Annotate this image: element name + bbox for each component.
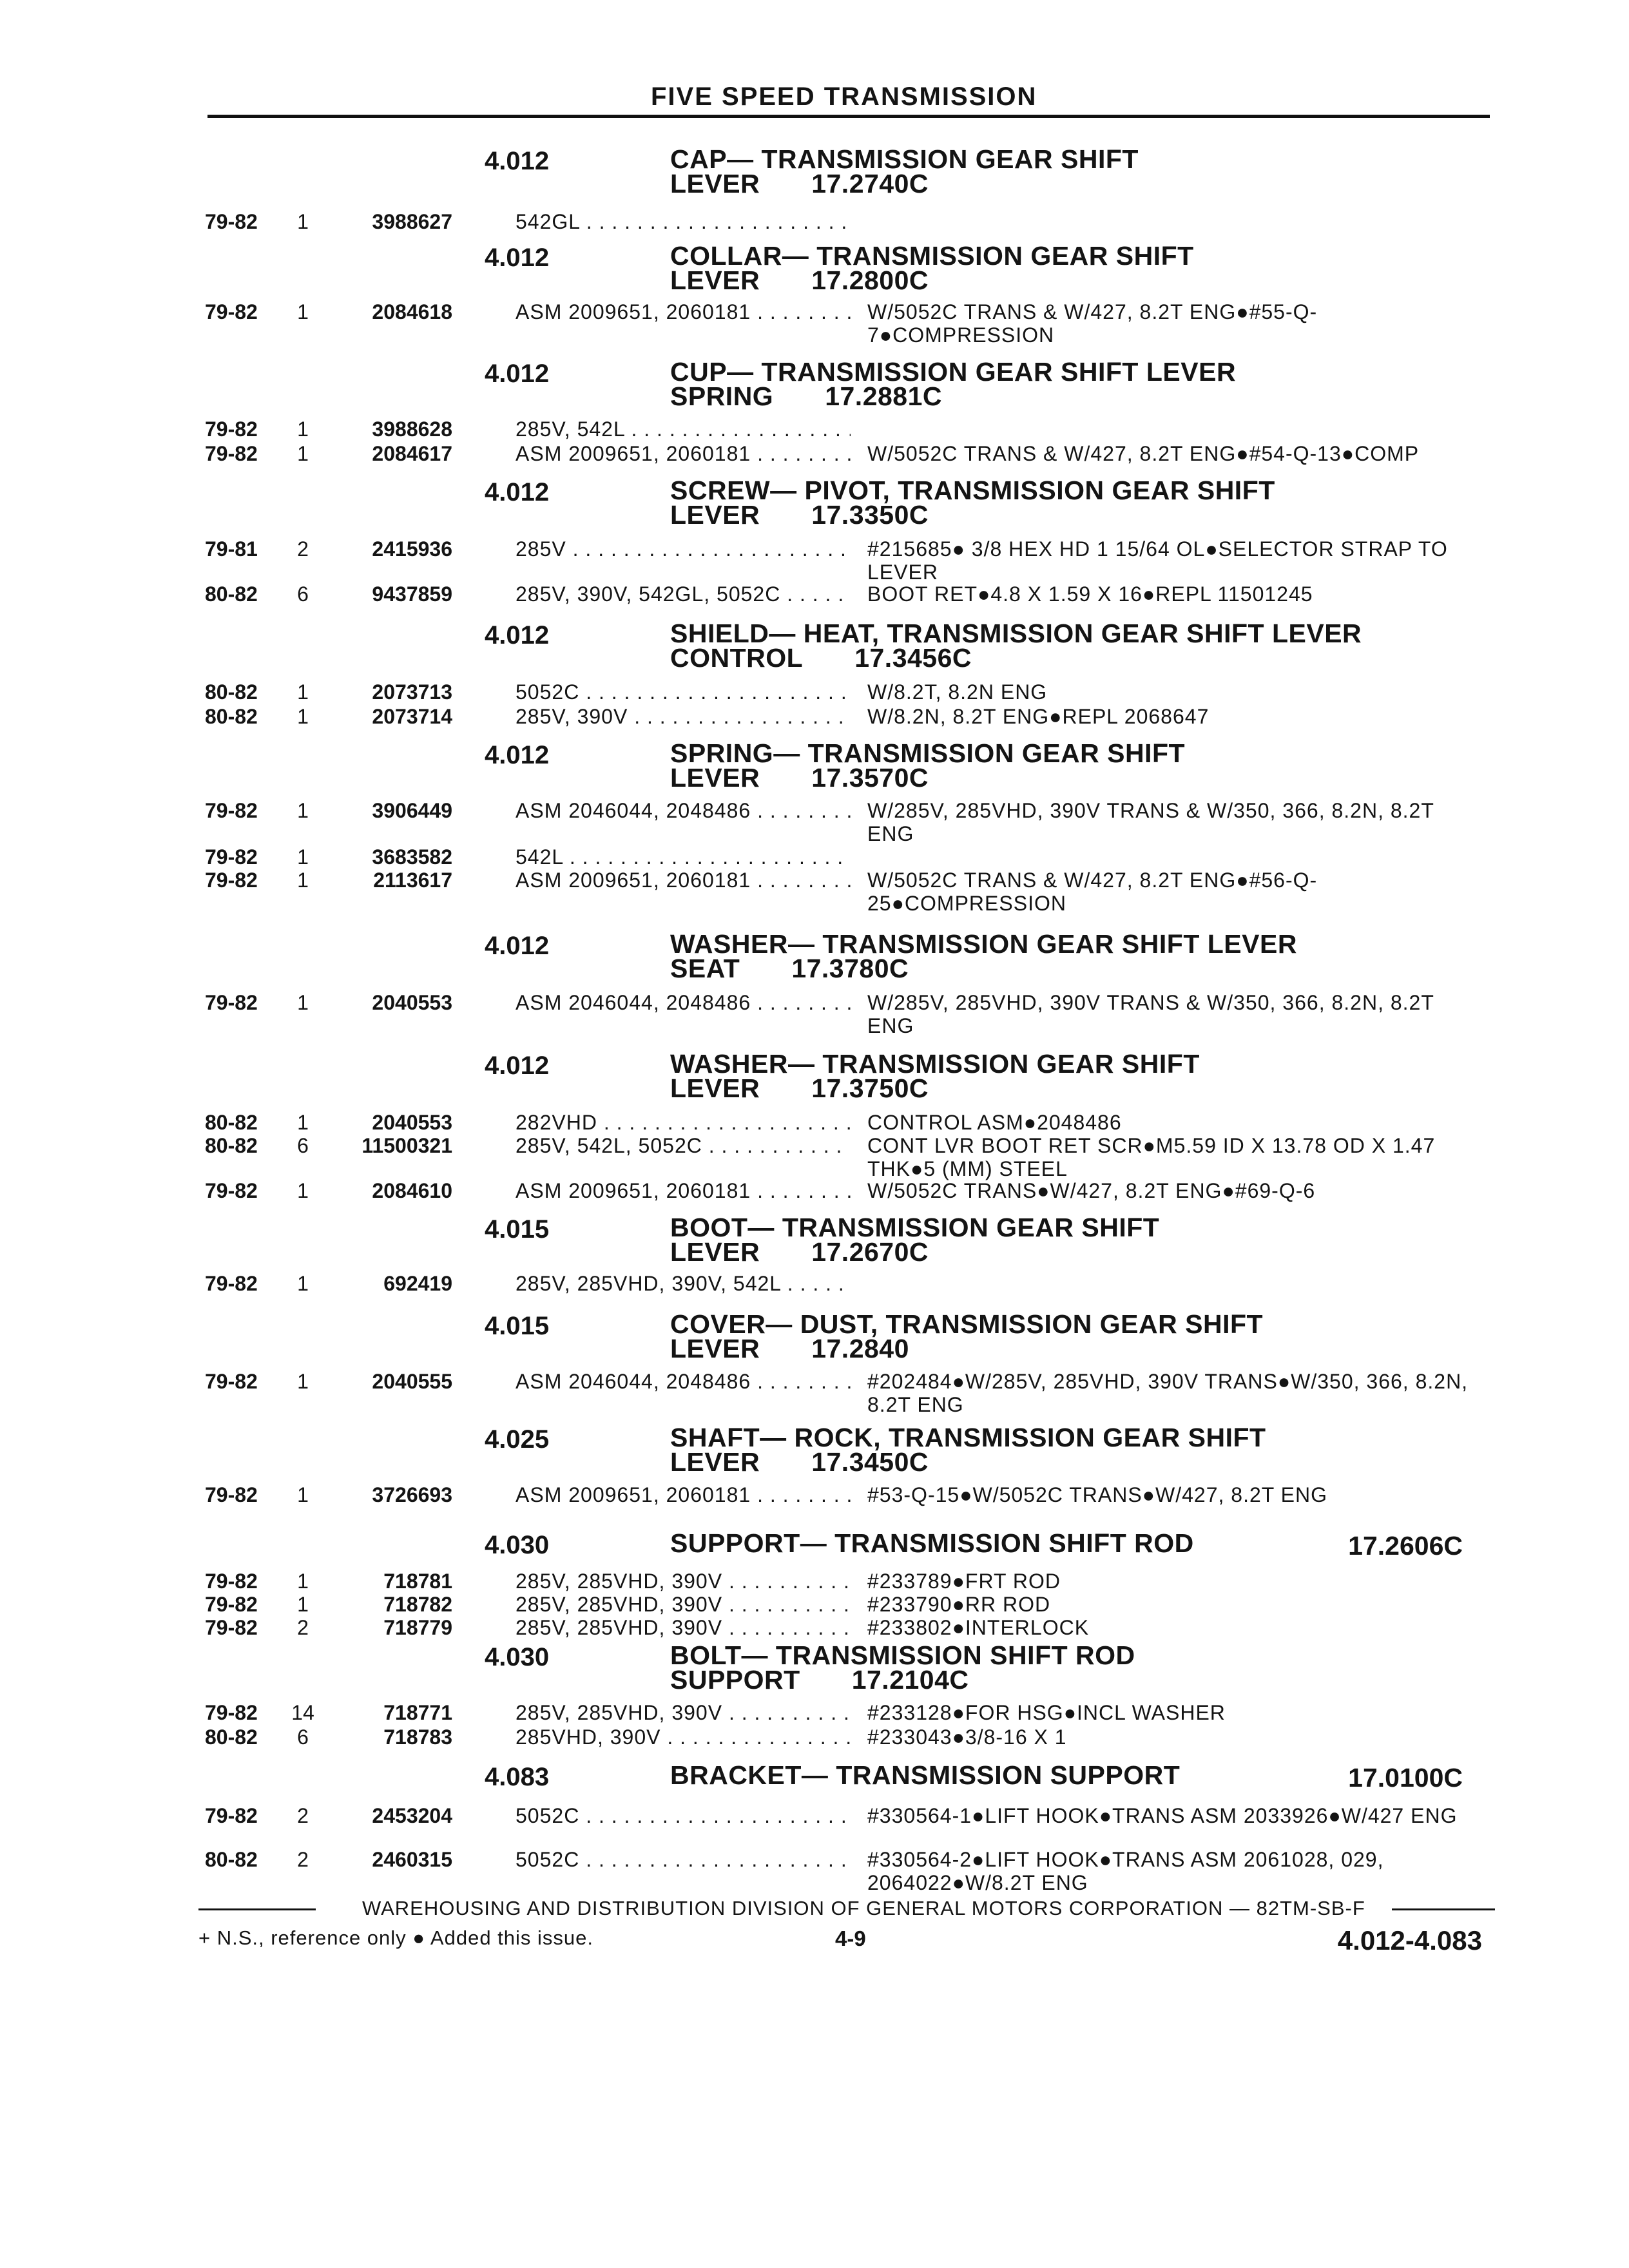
model-years: 79-82 <box>205 210 258 233</box>
section-title <box>670 1528 1194 1558</box>
section-title <box>670 144 1139 198</box>
quantity: 1 <box>297 991 309 1014</box>
model-years: 79-82 <box>205 991 258 1014</box>
model-years: 80-82 <box>205 1848 258 1871</box>
quantity: 2 <box>297 1804 309 1827</box>
section-title <box>670 241 1194 295</box>
quantity: 1 <box>297 869 309 892</box>
section-catalog-number: 17.3750C <box>811 1073 929 1103</box>
model-years: 80-82 <box>205 680 258 704</box>
part-number: 3906449 <box>372 799 452 822</box>
section-code: 4.012 <box>485 932 550 960</box>
part-number: 718779 <box>383 1616 452 1639</box>
footer-rule-right <box>1392 1908 1495 1910</box>
usage-application: 285V, 285VHD, 390V . . . <box>516 1593 851 1616</box>
part-number: 2113617 <box>373 869 452 892</box>
model-years: 80-82 <box>205 1725 258 1749</box>
model-years: 80-82 <box>205 582 258 606</box>
part-description: W/8.2N, 8.2T ENG●REPL 2068647 <box>867 705 1210 728</box>
section-title-line2: LEVER <box>670 763 760 793</box>
usage-application: 282VHD . . . <box>516 1111 851 1134</box>
section-title-line1: CUP— TRANSMISSION GEAR SHIFT LEVER <box>670 357 1237 387</box>
section-title-line2: SUPPORT <box>670 1665 800 1695</box>
usage-application: 285V, 542L . . . <box>516 418 851 441</box>
quantity: 1 <box>297 1593 309 1616</box>
model-years: 79-82 <box>205 442 258 465</box>
usage-application: 542L . . . <box>516 845 851 869</box>
section-title-line2: SPRING <box>670 381 774 411</box>
usage-application: ASM 2046044, 2048486 . . . <box>516 1370 851 1393</box>
part-description: #233790●RR ROD <box>867 1593 1051 1616</box>
part-description: #330564-1●LIFT HOOK●TRANS ASM 2033926●W/427 ENG <box>867 1804 1458 1827</box>
model-years: 79-82 <box>205 1570 258 1593</box>
part-number: 3988628 <box>372 418 452 441</box>
section-title-line1: COVER— DUST, TRANSMISSION GEAR SHIFT <box>670 1309 1264 1339</box>
section-title <box>670 929 1297 983</box>
section-code: 4.030 <box>485 1643 550 1671</box>
part-number: 3683582 <box>372 845 452 869</box>
part-number: 2073714 <box>372 705 452 728</box>
section-title-line2: LEVER <box>670 1447 760 1477</box>
part-description: W/285V, 285VHD, 390V TRANS & W/350, 366, 8.2N, 8.2T ENG <box>867 799 1434 845</box>
part-description: W/5052C TRANS●W/427, 8.2T ENG●#69-Q-6 <box>867 1179 1316 1202</box>
usage-application: ASM 2009651, 2060181 . . . <box>516 1483 851 1506</box>
section-code: 4.012 <box>485 147 550 175</box>
part-number: 2084617 <box>372 442 452 465</box>
part-number: 3988627 <box>372 210 452 233</box>
quantity: 1 <box>297 442 309 465</box>
section-title-line1: WASHER— TRANSMISSION GEAR SHIFT LEVER <box>670 929 1297 959</box>
usage-application: ASM 2009651, 2060181 . . . <box>516 869 851 892</box>
section-catalog-number: 17.3350C <box>811 500 929 530</box>
model-years: 79-82 <box>205 1179 258 1202</box>
section-catalog-number: 17.2881C <box>825 381 943 411</box>
quantity: 6 <box>297 582 309 606</box>
quantity: 1 <box>297 1483 309 1506</box>
quantity: 1 <box>297 1111 309 1134</box>
quantity: 1 <box>297 1272 309 1295</box>
section-code: 4.015 <box>485 1215 550 1244</box>
part-number: 2040555 <box>372 1370 452 1393</box>
section-code: 4.012 <box>485 244 550 272</box>
model-years: 80-82 <box>205 1111 258 1134</box>
page-code-range: 4.012-4.083 <box>1337 1925 1482 1956</box>
part-description: CONT LVR BOOT RET SCR●M5.59 ID X 13.78 OD X 1.47 THK●5 (MM) STEEL <box>867 1134 1436 1180</box>
quantity: 2 <box>297 537 309 561</box>
section-title-line1: SHIELD— HEAT, TRANSMISSION GEAR SHIFT LEVER <box>670 619 1362 648</box>
header-rule <box>207 115 1490 118</box>
section-title <box>670 738 1186 793</box>
section-title-line2: LEVER <box>670 1334 760 1363</box>
part-description: #233128●FOR HSG●INCL WASHER <box>867 1701 1226 1724</box>
part-number: 2073713 <box>372 680 452 704</box>
section-catalog-number: 17.0100C <box>1348 1763 1463 1792</box>
model-years: 79-82 <box>205 1804 258 1827</box>
usage-application: 285V . . . <box>516 537 851 561</box>
quantity: 1 <box>297 680 309 704</box>
usage-application: 5052C . . . <box>516 1804 851 1827</box>
quantity: 1 <box>297 1370 309 1393</box>
usage-application: 285VHD, 390V . . . <box>516 1725 851 1749</box>
part-number: 2084610 <box>372 1179 452 1202</box>
usage-application: 285V, 390V . . . <box>516 705 851 728</box>
part-number: 2040553 <box>372 1111 452 1134</box>
section-catalog-number: 17.3780C <box>791 954 909 983</box>
section-catalog-number: 17.3570C <box>811 763 929 793</box>
part-number: 11500321 <box>361 1134 452 1157</box>
section-title-line2: SEAT <box>670 954 740 983</box>
section-title-line2: LEVER <box>670 1237 760 1267</box>
part-description: #233043●3/8-16 X 1 <box>867 1725 1067 1749</box>
model-years: 79-82 <box>205 1370 258 1393</box>
part-number: 718771 <box>383 1701 452 1724</box>
model-years: 79-82 <box>205 845 258 869</box>
part-number: 718781 <box>383 1570 452 1593</box>
part-number: 2460315 <box>372 1848 452 1871</box>
section-title-line2: LEVER <box>670 265 760 295</box>
section-code: 4.012 <box>485 741 550 769</box>
model-years: 79-81 <box>205 537 258 561</box>
part-number: 2415936 <box>372 537 452 561</box>
usage-application: ASM 2009651, 2060181 . . . <box>516 442 851 465</box>
model-years: 79-82 <box>205 799 258 822</box>
section-title-line2: LEVER <box>670 500 760 530</box>
page-number: 4-9 <box>835 1927 866 1950</box>
usage-application: 5052C . . . <box>516 680 851 704</box>
usage-application: ASM 2046044, 2048486 . . . <box>516 799 851 822</box>
section-code: 4.012 <box>485 621 550 649</box>
section-catalog-number: 17.2740C <box>811 169 929 198</box>
usage-application: 542GL . . . <box>516 210 851 233</box>
section-catalog-number: 17.2800C <box>811 265 929 295</box>
quantity: 1 <box>297 799 309 822</box>
section-code: 4.012 <box>485 1052 550 1080</box>
quantity: 2 <box>297 1616 309 1639</box>
usage-application: ASM 2009651, 2060181 . . . <box>516 1179 851 1202</box>
part-description: #233789●FRT ROD <box>867 1570 1061 1593</box>
section-catalog-number: 17.2670C <box>811 1237 929 1267</box>
section-title <box>670 1760 1181 1790</box>
section-title-line2: LEVER <box>670 169 760 198</box>
section-code: 4.012 <box>485 478 550 506</box>
part-number: 692419 <box>383 1272 452 1295</box>
quantity: 1 <box>297 300 309 323</box>
quantity: 1 <box>297 705 309 728</box>
usage-application: 285V, 542L, 5052C . . . <box>516 1134 851 1157</box>
section-title-line1: BRACKET— TRANSMISSION SUPPORT <box>670 1760 1181 1790</box>
section-title-line1: SHAFT— ROCK, TRANSMISSION GEAR SHIFT <box>670 1423 1266 1452</box>
section-catalog-number: 17.3456C <box>854 643 972 673</box>
section-title-line1: SPRING— TRANSMISSION GEAR SHIFT <box>670 738 1186 768</box>
section-title-line1: COLLAR— TRANSMISSION GEAR SHIFT <box>670 241 1194 271</box>
part-description: #233802●INTERLOCK <box>867 1616 1090 1639</box>
part-number: 2040553 <box>372 991 452 1014</box>
part-number: 718782 <box>383 1593 452 1616</box>
part-description: #53-Q-15●W/5052C TRANS●W/427, 8.2T ENG <box>867 1483 1327 1506</box>
quantity: 1 <box>297 1570 309 1593</box>
section-title <box>670 1213 1160 1267</box>
part-description: W/5052C TRANS & W/427, 8.2T ENG●#54-Q-13●COMP <box>867 442 1420 465</box>
section-title <box>670 619 1362 673</box>
section-code: 4.083 <box>485 1763 550 1791</box>
usage-application: 285V, 285VHD, 390V . . . <box>516 1570 851 1593</box>
model-years: 79-82 <box>205 1483 258 1506</box>
part-number: 3726693 <box>372 1483 452 1506</box>
part-number: 2084618 <box>372 300 452 323</box>
usage-application: 285V, 285VHD, 390V . . . <box>516 1701 851 1724</box>
section-title-line1: SCREW— PIVOT, TRANSMISSION GEAR SHIFT <box>670 476 1275 505</box>
model-years: 79-82 <box>205 1272 258 1295</box>
part-description: W/285V, 285VHD, 390V TRANS & W/350, 366, 8.2N, 8.2T ENG <box>867 991 1434 1037</box>
quantity: 14 <box>291 1701 314 1724</box>
section-title <box>670 476 1275 530</box>
part-description: #202484●W/285V, 285VHD, 390V TRANS●W/350, 366, 8.2N, 8.2T ENG <box>867 1370 1469 1416</box>
part-description: CONTROL ASM●2048486 <box>867 1111 1122 1134</box>
section-catalog-number: 17.2606C <box>1348 1531 1463 1561</box>
section-title-line2: CONTROL <box>670 643 804 673</box>
quantity: 2 <box>297 1848 309 1871</box>
quantity: 1 <box>297 845 309 869</box>
section-title-line1: SUPPORT— TRANSMISSION SHIFT ROD <box>670 1528 1194 1558</box>
part-description: W/5052C TRANS & W/427, 8.2T ENG●#56-Q-25●COMPRESSION <box>867 869 1318 915</box>
section-title-line1: BOLT— TRANSMISSION SHIFT ROD <box>670 1640 1135 1670</box>
model-years: 80-82 <box>205 1134 258 1157</box>
section-code: 4.012 <box>485 360 550 388</box>
part-description: #330564-2●LIFT HOOK●TRANS ASM 2061028, 029, 2064022●W/8.2T ENG <box>867 1848 1384 1894</box>
section-catalog-number: 17.2840 <box>811 1334 909 1363</box>
section-code: 4.015 <box>485 1312 550 1340</box>
part-description: W/8.2T, 8.2N ENG <box>867 680 1048 704</box>
model-years: 79-82 <box>205 1616 258 1639</box>
section-title-line1: WASHER— TRANSMISSION GEAR SHIFT <box>670 1049 1200 1079</box>
part-description: W/5052C TRANS & W/427, 8.2T ENG●#55-Q-7●COMPRESSION <box>867 300 1318 347</box>
model-years: 79-82 <box>205 869 258 892</box>
usage-application: 285V, 285VHD, 390V . . . <box>516 1616 851 1639</box>
quantity: 1 <box>297 418 309 441</box>
quantity: 1 <box>297 210 309 233</box>
part-number: 9437859 <box>372 582 452 606</box>
part-description: BOOT RET●4.8 X 1.59 X 16●REPL 11501245 <box>867 582 1313 606</box>
usage-application: ASM 2009651, 2060181 . . . <box>516 300 851 323</box>
quantity: 6 <box>297 1725 309 1749</box>
footer-legend-note: + N.S., reference only ● Added this issue. <box>198 1927 594 1949</box>
section-catalog-number: 17.3450C <box>811 1447 929 1477</box>
section-title-line1: BOOT— TRANSMISSION GEAR SHIFT <box>670 1213 1160 1242</box>
quantity: 1 <box>297 1179 309 1202</box>
model-years: 79-82 <box>205 418 258 441</box>
section-title <box>670 1423 1266 1477</box>
page-title: FIVE SPEED TRANSMISSION <box>651 82 1037 111</box>
usage-application: 285V, 285VHD, 390V, 542L . . . <box>516 1272 851 1295</box>
footer-rule-left <box>198 1908 316 1910</box>
section-code: 4.025 <box>485 1425 550 1454</box>
part-description: #215685● 3/8 HEX HD 1 15/64 OL●SELECTOR STRAP TO LEVER <box>867 537 1448 584</box>
model-years: 80-82 <box>205 705 258 728</box>
model-years: 79-82 <box>205 300 258 323</box>
part-number: 2453204 <box>372 1804 452 1827</box>
section-title <box>670 1309 1264 1363</box>
quantity: 6 <box>297 1134 309 1157</box>
footer-publisher: WAREHOUSING AND DISTRIBUTION DIVISION OF GENERAL MOTORS CORPORATION — 82TM-SB-F <box>362 1897 1365 1919</box>
part-number: 718783 <box>383 1725 452 1749</box>
section-title-line2: LEVER <box>670 1073 760 1103</box>
section-title <box>670 357 1237 411</box>
section-catalog-number: 17.2104C <box>851 1665 969 1695</box>
usage-application: ASM 2046044, 2048486 . . . <box>516 991 851 1014</box>
model-years: 79-82 <box>205 1593 258 1616</box>
section-code: 4.030 <box>485 1531 550 1559</box>
model-years: 79-82 <box>205 1701 258 1724</box>
usage-application: 5052C . . . <box>516 1848 851 1871</box>
section-title-line1: CAP— TRANSMISSION GEAR SHIFT <box>670 144 1139 174</box>
section-title <box>670 1640 1135 1695</box>
section-title <box>670 1049 1200 1103</box>
usage-application: 285V, 390V, 542GL, 5052C . . . <box>516 582 851 606</box>
